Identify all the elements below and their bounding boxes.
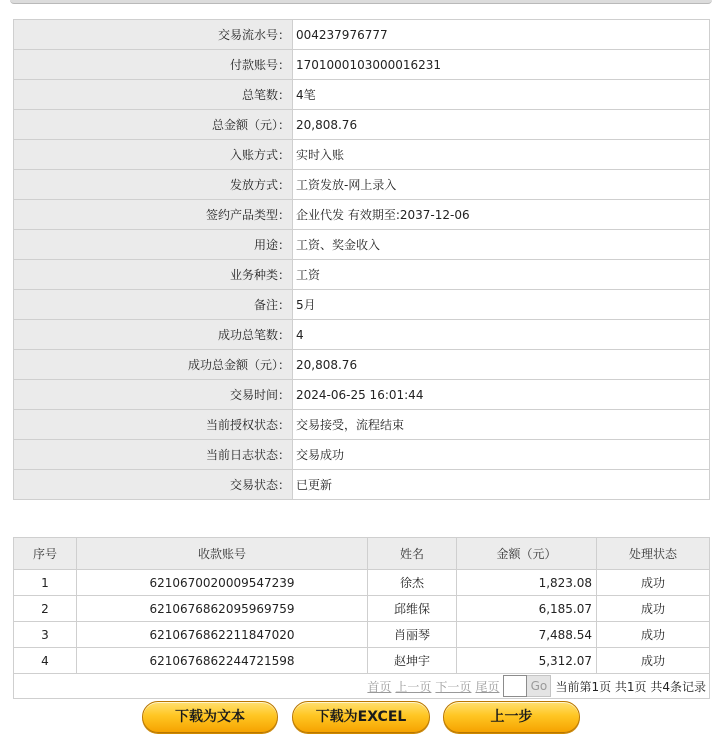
detail-label: 交易时间： <box>14 380 293 410</box>
detail-label: 备注： <box>14 290 293 320</box>
pagination-summary: 当前第1页 共1页 共4条记录 <box>555 679 706 694</box>
detail-label: 发放方式： <box>14 170 293 200</box>
table-header-row <box>14 538 710 570</box>
column-header-index: 序号 <box>14 538 77 570</box>
download-text-button[interactable]: 下载为文本 <box>142 701 278 733</box>
panel-top-edge <box>10 0 712 4</box>
detail-row-purpose <box>14 230 710 260</box>
payee-records-table <box>13 537 710 699</box>
detail-label: 业务种类： <box>14 260 293 290</box>
cell-amount: 1,823.08 <box>457 570 597 596</box>
detail-value: 工资 <box>293 260 710 290</box>
column-header-status: 处理状态 <box>597 538 710 570</box>
cell-amount: 6,185.07 <box>457 596 597 622</box>
detail-row-success-count <box>14 320 710 350</box>
cell-index: 2 <box>14 596 77 622</box>
detail-value: 工资、奖金收入 <box>293 230 710 260</box>
detail-label: 成功总笔数： <box>14 320 293 350</box>
detail-row-posting-method <box>14 140 710 170</box>
detail-label: 成功总金额（元）： <box>14 350 293 380</box>
detail-label: 总金额（元）： <box>14 110 293 140</box>
prev-page-link[interactable]: 上一页 <box>395 679 432 694</box>
cell-account: 6210676862244721598 <box>77 648 368 674</box>
cell-account: 6210670020009547239 <box>77 570 368 596</box>
next-page-link[interactable]: 下一页 <box>435 679 472 694</box>
pagination-row <box>14 674 710 699</box>
detail-value: 20,808.76 <box>293 350 710 380</box>
detail-row-log-status <box>14 440 710 470</box>
detail-value: 1701000103000016231 <box>293 50 710 80</box>
cell-name: 肖丽琴 <box>368 622 457 648</box>
detail-row-transaction-time <box>14 380 710 410</box>
detail-row-total-count <box>14 80 710 110</box>
cell-status: 成功 <box>597 596 710 622</box>
detail-label: 付款账号： <box>14 50 293 80</box>
detail-value: 2024-06-25 16:01:44 <box>293 380 710 410</box>
detail-value: 实时入账 <box>293 140 710 170</box>
column-header-name: 姓名 <box>368 538 457 570</box>
cell-name: 邱维保 <box>368 596 457 622</box>
detail-row-business-type <box>14 260 710 290</box>
detail-value: 20,808.76 <box>293 110 710 140</box>
column-header-account: 收款账号 <box>77 538 368 570</box>
cell-index: 4 <box>14 648 77 674</box>
detail-label: 入账方式： <box>14 140 293 170</box>
detail-row-remark <box>14 290 710 320</box>
detail-label: 交易状态： <box>14 470 293 500</box>
detail-value: 交易成功 <box>293 440 710 470</box>
first-page-link[interactable]: 首页 <box>367 679 392 694</box>
detail-label: 用途： <box>14 230 293 260</box>
detail-row-payer-account <box>14 50 710 80</box>
detail-label: 当前授权状态： <box>14 410 293 440</box>
table-row <box>14 596 710 622</box>
pagination-bar <box>367 675 706 698</box>
detail-row-authorization-status <box>14 410 710 440</box>
detail-label: 签约产品类型： <box>14 200 293 230</box>
detail-row-product-type <box>14 200 710 230</box>
cell-status: 成功 <box>597 622 710 648</box>
cell-account: 6210676862095969759 <box>77 596 368 622</box>
cell-amount: 5,312.07 <box>457 648 597 674</box>
detail-row-total-amount <box>14 110 710 140</box>
detail-label: 总笔数： <box>14 80 293 110</box>
table-row <box>14 622 710 648</box>
cell-status: 成功 <box>597 570 710 596</box>
detail-value: 交易接受，流程结束 <box>293 410 710 440</box>
detail-value: 企业代发 有效期至:2037-12-06 <box>293 200 710 230</box>
detail-row-serial-number <box>14 20 710 50</box>
cell-status: 成功 <box>597 648 710 674</box>
detail-row-disbursement-method <box>14 170 710 200</box>
detail-row-transaction-status <box>14 470 710 500</box>
detail-label: 交易流水号： <box>14 20 293 50</box>
detail-value: 工资发放-网上录入 <box>293 170 710 200</box>
back-button[interactable]: 上一步 <box>443 701 580 733</box>
detail-row-success-amount <box>14 350 710 380</box>
download-excel-button[interactable]: 下载为EXCEL <box>292 701 430 733</box>
detail-value: 4笔 <box>293 80 710 110</box>
detail-label: 当前日志状态： <box>14 440 293 470</box>
last-page-link[interactable]: 尾页 <box>475 679 500 694</box>
pagination-cell <box>14 674 710 699</box>
column-header-amount: 金额（元） <box>457 538 597 570</box>
transaction-detail-table <box>13 19 710 500</box>
table-row <box>14 648 710 674</box>
cell-name: 徐杰 <box>368 570 457 596</box>
detail-value: 004237976777 <box>293 20 710 50</box>
cell-index: 1 <box>14 570 77 596</box>
page-number-input[interactable] <box>503 675 527 697</box>
cell-name: 赵坤宇 <box>368 648 457 674</box>
detail-value: 4 <box>293 320 710 350</box>
table-row <box>14 570 710 596</box>
cell-index: 3 <box>14 622 77 648</box>
detail-value: 已更新 <box>293 470 710 500</box>
cell-amount: 7,488.54 <box>457 622 597 648</box>
cell-account: 6210676862211847020 <box>77 622 368 648</box>
detail-value: 5月 <box>293 290 710 320</box>
go-button[interactable]: Go <box>527 675 551 697</box>
